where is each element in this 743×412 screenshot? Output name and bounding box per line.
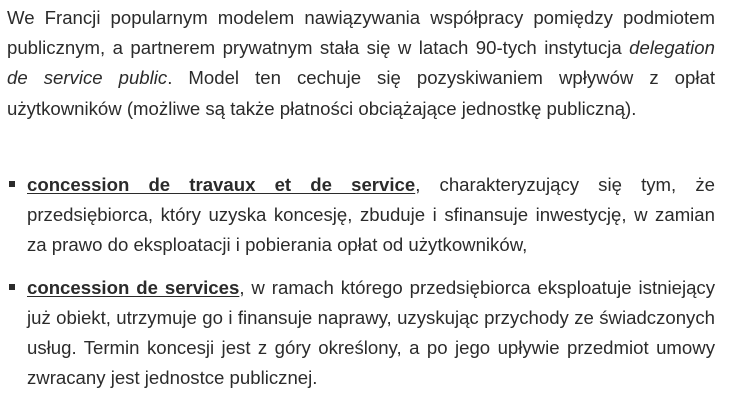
bullet-text: , charakteryzujący się tym, że przedsiębiorca, który uzyska koncesję, zbuduje i sfinansuje inwestycję, w zamian za prawo do eksploatacji i pobierania opłat od użytkowników, xyxy=(27,174,715,256)
concession-list xyxy=(7,170,715,393)
intro-text-start: We Francji popularnym modelem nawiązywania współpracy pomiędzy podmiotem publicznym, a partnerem prywatnym stała się w latach 90-tych instytucja xyxy=(7,7,715,59)
intro-paragraph xyxy=(7,3,715,124)
square-bullet-icon xyxy=(9,284,15,290)
square-bullet-icon xyxy=(9,181,15,187)
bullet-text: , w ramach którego przedsiębiorca eksploatuje istniejący już obiekt, utrzymuje go i finansuje naprawy, uzyskując przychody ze świadczonych usług. Termin koncesji jest z góry określony, a po jego upływie przedmiot umowy zwracany jest jednostce publicznej. xyxy=(27,276,716,389)
intro-text-end: . Model ten cechuje się pozyskiwaniem wpływów z opłat użytkowników (możliwe są także płatności obciążające jednostkę publiczną). xyxy=(7,67,716,119)
bullet-term: concession de travaux et de service xyxy=(27,174,416,195)
bullet-term: concession de services xyxy=(27,276,240,298)
list-item xyxy=(7,170,715,261)
intro-italic-term: delegation de service public xyxy=(7,37,715,89)
list-item xyxy=(7,273,715,394)
